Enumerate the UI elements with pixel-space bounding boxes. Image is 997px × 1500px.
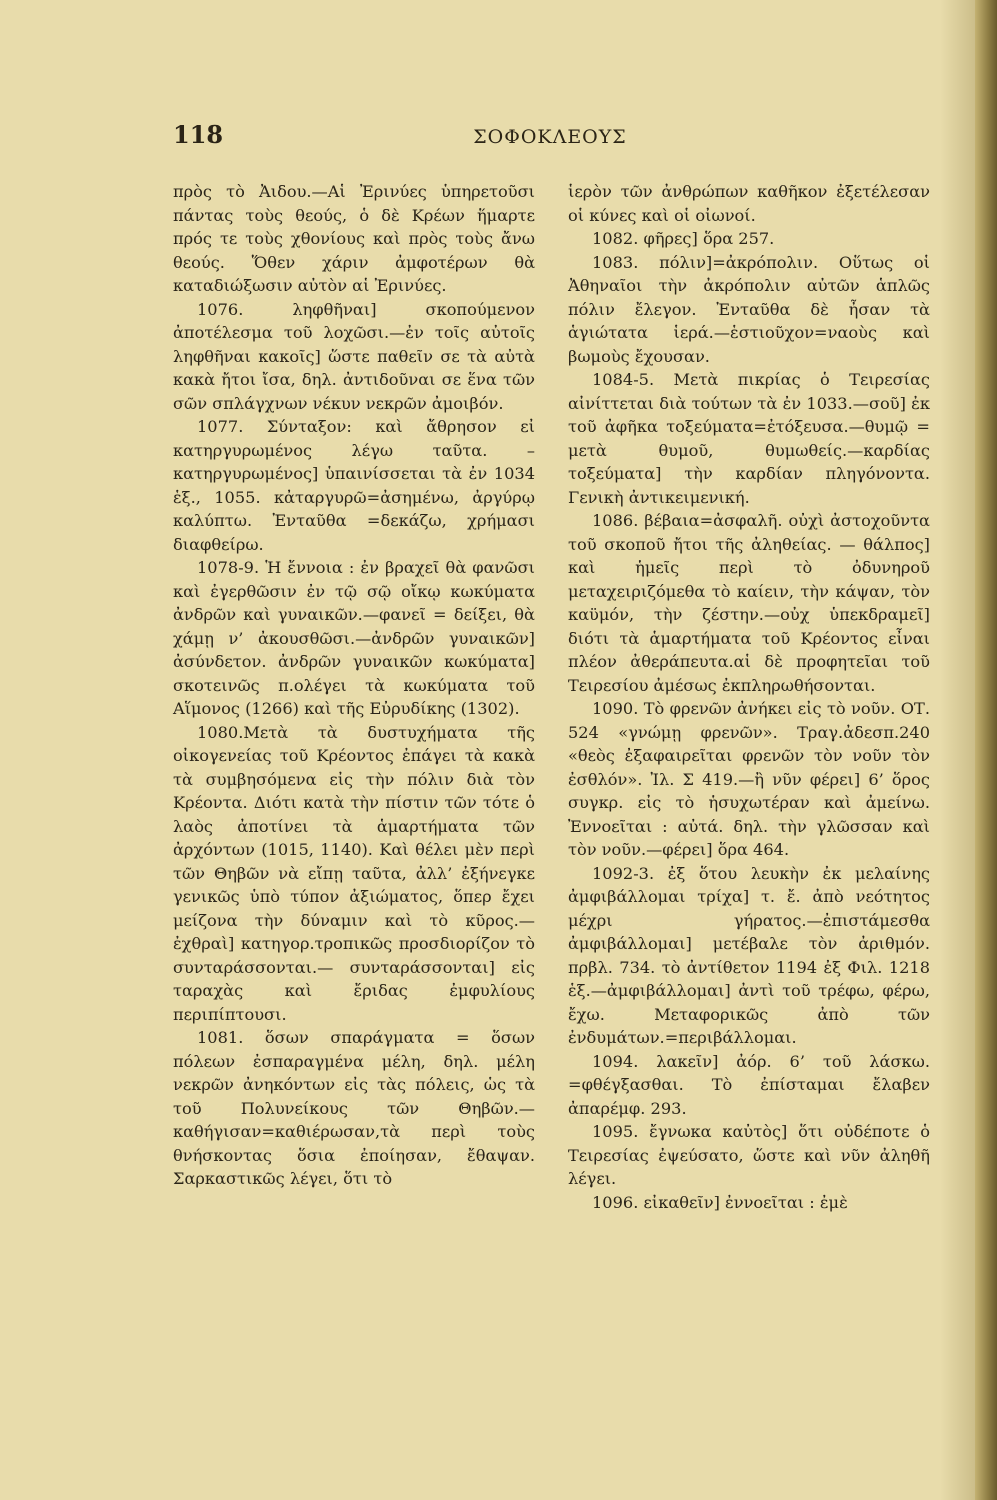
paragraph: 1092-3. ἐξ ὅτου λευκὴν ἐκ μελαίνης ἀμφιβάλλομαι τρίχα] τ. ἔ. ἀπὸ νεότητος μέχρι γήρατος.—ἐπιστάμεσθα ἀμφιβάλλομαι] μετέβαλε τὸν ἀριθμόν. πρβλ. 734. τὸ ἀντίθετον 1194 ἐξ Φιλ. 1218 ἑξ.—ἀμφιβάλλομαι] ἀντὶ τοῦ τρέφω, φέρω, ἔχω. Μεταφορικῶς ἀπὸ τῶν ἐνδυμάτων.=περιβάλλομαι.: [568, 863, 930, 1047]
paragraph: 1077. Σύνταξον: καὶ ἄθρησον εἰ κατηργυρωμένος λέγω ταῦτα. – κατηργυρωμένος] ὑπαινίσσεται τὰ ἐν 1034 ἑξ., 1055. κἀταργυρῶ=ἀσημένω, ἀργύρῳ καλύπτω. Ἐνταῦθα =δεκάζω, χρήμασι διαφθείρω.: [173, 417, 535, 554]
paragraph: 1082. φῆρες] ὅρα 257.: [592, 229, 775, 248]
paragraph: 1078-9. Ἡ ἔννοια : ἐν βραχεῖ θὰ φανῶσι καὶ ἐγερθῶσιν ἐν τῷ σῷ οἴκῳ κωκύματα ἀνδρῶν καὶ γυναικῶν.—φανεῖ = δείξει, θὰ χάμῃ ν’ ἀκουσθῶσι.—ἀνδρῶν γυναικῶν] ἀσύνδετον. ἀνδρῶν γυναικῶν κωκύματα] σκοτεινῶς π.ολέγει τὰ κωκύματα τοῦ Αἵμονος (1266) καὶ τῆς Εὐρυδίκης (1302).: [173, 558, 535, 718]
running-title: ΣΟΦΟΚΛΕΟΥΣ: [473, 126, 627, 148]
paragraph: 1080.Μετὰ τὰ δυστυχήματα τῆς οἰκογενείας τοῦ Κρέοντος ἐπάγει τὰ κακὰ τὰ συμβησόμενα εἰς τὴν πόλιν διὰ τὸν Κρέοντα. Διότι κατὰ τὴν πίστιν τῶν τότε ὁ λαὸς ἀποτίνει τὰ ἁμαρτήματα τῶν ἀρχόντων (1015, 1140). Καὶ θέλει μὲν περὶ τῶν Θηβῶν νὰ εἴπῃ ταῦτα, ἀλλ’ ἐξήνεγκε γενικῶς ὑπὸ τύπον ἀξιώματος, ὅπερ ἔχει μείζονα τὴν δύναμιν καὶ τὸ κῦρος.— ἐχθραὶ] κατηγορ.τροπικῶς προσδιορίζον τὸ συνταράσσονται.— συνταράσσονται] εἰς ταραχὰς καὶ ἔριδας ἐμφυλίους περιπίπτουσι.: [173, 722, 535, 1024]
page-number: 118: [173, 120, 224, 149]
right-column: [568, 180, 930, 1214]
paragraph: 1084-5. Μετὰ πικρίας ὁ Τειρεσίας αἰνίττεται διὰ τούτων τὰ ἐν 1033.—σοῦ] ἐκ τοῦ ἀφῆκα τοξεύματα=ἐτόξευσα.—θυμῷ = μετὰ θυμοῦ, θυμωθείς.—καρδίας τοξεύματα] τὴν καρδίαν πληγόνοντα. Γενικὴ ἀντικειμενική.: [568, 370, 930, 507]
left-column: [173, 180, 535, 1191]
page-header: [170, 120, 930, 160]
paragraph: 1083. πόλιν]=ἀκρόπολιν. Οὕτως οἱ Ἀθηναῖοι τὴν ἀκρόπολιν αὐτῶν ἁπλῶς πόλιν ἔλεγον. Ἐνταῦθα δὲ ἦσαν τὰ ἁγιώτατα ἱερά.—ἑστιοῦχον=ναοὺς καὶ βωμοὺς ἔχουσαν.: [568, 252, 930, 366]
paragraph: 1090. Τὸ φρενῶν ἀνήκει εἰς τὸ νοῦν. ΟΤ. 524 «γνώμῃ φρενῶν». Τραγ.ἀδεσπ.240 «θεὸς ἐξαφαιρεῖται φρενῶν τὸν νοῦν τὸν ἐσθλόν». Ἰλ. Σ 419.—ἢ νῦν φέρει] 6’ ὅρος συγκρ. εἰς τὸ ἡσυχωτέραν καὶ ἀμείνω. Ἐννοεῖται : αὐτά. δηλ. τὴν γλῶσσαν καὶ τὸν νοῦν.—φέρει] ὅρα 464.: [568, 699, 930, 859]
paragraph: ἱερὸν τῶν ἀνθρώπων καθῆκον ἐξετέλεσαν οἱ κύνες καὶ οἱ οἰωνοί.: [568, 182, 930, 225]
paragraph: 1081. ὅσων σπαράγματα = ὅσων πόλεων ἐσπαραγμένα μέλη, δηλ. μέλη νεκρῶν ἀνηκόντων εἰς τὰς πόλεις, ὡς τὰ τοῦ Πολυνείκους τῶν Θηβῶν.—καθήγισαν=καθιέρωσαν,τὰ περὶ τοὺς θνήσκοντας ὅσια ἐποίησαν, ἔθαψαν. Σαρκαστικῶς λέγει, ὅτι τὸ: [173, 1028, 535, 1188]
page-edge-shadow: [940, 0, 975, 1500]
paragraph: πρὸς τὸ Ἀιδου.—Αἱ Ἐρινύες ὑπηρετοῦσι πάντας τοὺς θεούς, ὁ δὲ Κρέων ἥμαρτε πρός τε τοὺς χθονίους καὶ πρὸς τοὺς ἄνω θεούς. Ὅθεν χάριν ἀμφοτέρων θὰ καταδιώξωσιν αὐτὸν αἱ Ἐρινύες.: [173, 182, 535, 295]
paragraph: 1076. ληφθῆναι] σκοπούμενον ἀποτέλεσμα τοῦ λοχῶσι.—ἐν τοῖς αὐτοῖς ληφθῆναι κακοῖς] ὥστε παθεῖν σε τὰ αὐτὰ κακὰ ἤτοι ἴσα, δηλ. ἀντιδοῦναι σε ἕνα τῶν σῶν σπλάγχνων νέκυν νεκρῶν ἀμοιβόν.: [173, 299, 535, 413]
paragraph: 1095. ἔγνωκα καὐτὸς] ὅτι οὐδέποτε ὁ Τειρεσίας ἐψεύσατο, ὥστε καὶ νῦν ἀληθῆ λέγει.: [568, 1122, 930, 1188]
paragraph: 1096. εἰκαθεῖν] ἐννοεῖται : ἐμὲ: [592, 1192, 848, 1212]
paragraph: 1094. λακεῖν] ἀόρ. 6’ τοῦ λάσκω. =φθέγξασθαι. Τὸ ἐπίσταμαι ἔλαβεν ἀπαρέμφ. 293.: [568, 1051, 930, 1118]
book-spine: [975, 0, 997, 1500]
paragraph: 1086. βέβαια=ἀσφαλῆ. οὐχὶ ἀστοχοῦντα τοῦ σκοποῦ ἤτοι τῆς ἀληθείας. — θάλπος] καὶ ἡμεῖς περὶ τὸ ὀδυνηροῦ μεταχειριζόμεθα τὸ καίειν, τὴν κάψαν, τὸν καϋμόν, τὴν ζέστην.—οὐχ ὑπεκδραμεῖ] διότι τὰ ἁμαρτήματα τοῦ Κρέοντος εἶναι πλέον ἀθεράπευτα.αἱ δὲ προφητεῖαι τοῦ Τειρεσίου ἀμέσως ἐκπληρωθήσονται.: [568, 511, 930, 695]
